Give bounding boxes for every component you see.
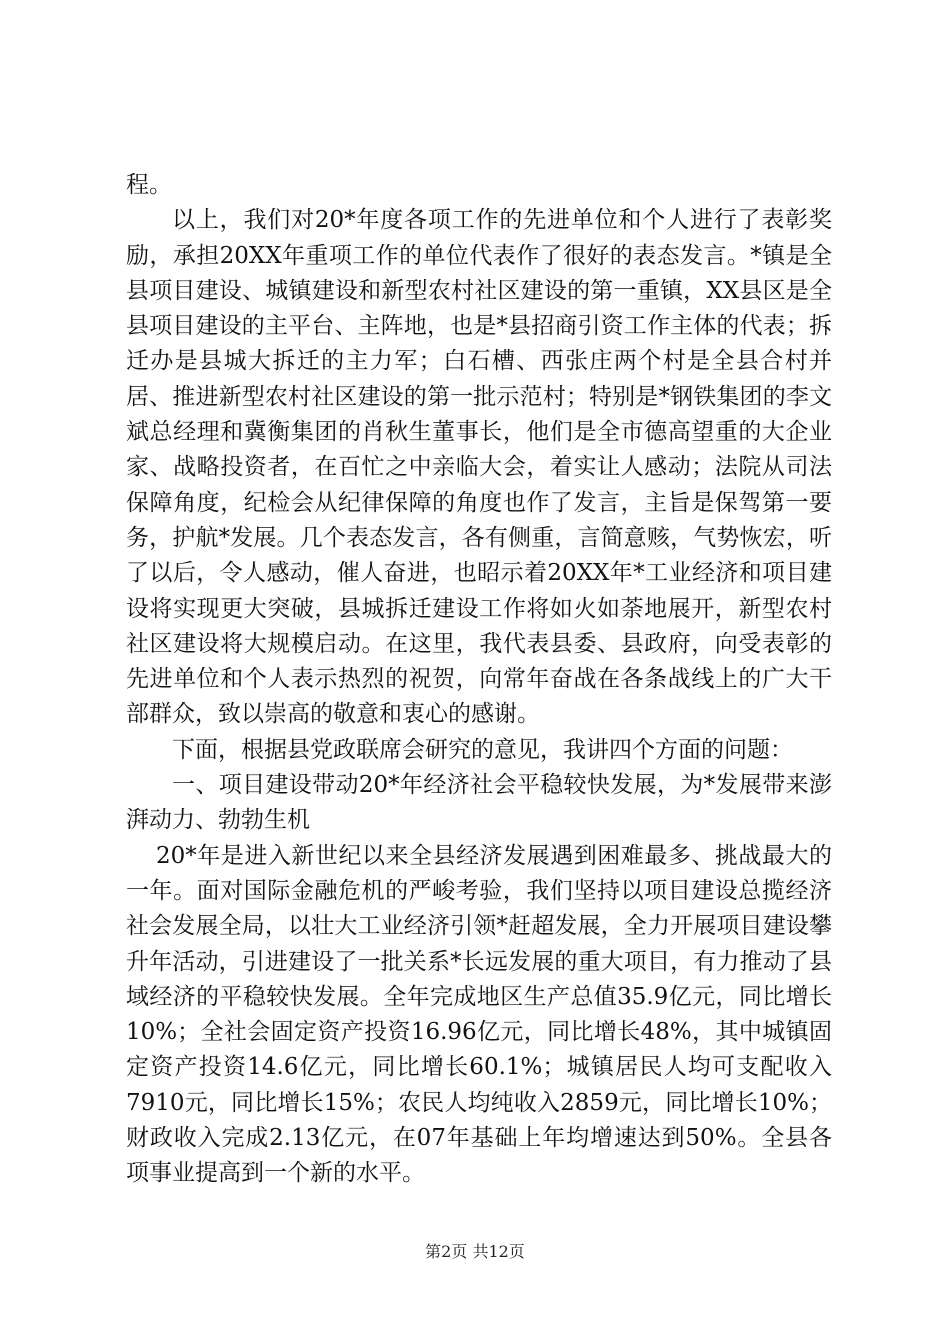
document-body xyxy=(126,168,832,1192)
paragraph-outline: 下面，根据县党政联席会研究的意见，我讲四个方面的问题： xyxy=(172,736,793,763)
paragraph-commendation: 以上，我们对20*年度各项工作的先进单位和个人进行了表彰奖励，承担20XX年重项工作的单位代表作了很好的表态发言。*镇是全县项目建设、城镇建设和新型农村社区建设的第一重镇，XX县区是全县项目建设的主平台、主阵地，也是*县招商引资工作主体的代表；拆迁办是县城大拆迁的主力军；白石槽、西张庄两个村是全县合村并居、推进新型农村社区建设的第一批示范村；特别是*钢铁集团的李文斌总经理和冀衡集团的肖秋生董事长，他们是全市德高望重的大企业家、战略投资者，在百忙之中亲临大会，着实让人感动；法院从司法保障角度，纪检会从纪律保障的角度也作了发言，主旨是保驾第一要务，护航*发展。几个表态发言，各有侧重，言简意赅，气势恢宏，听了以后，令人感动，催人奋进，也昭示着20XX年*工业经济和项目建设将实现更大突破，县城拆迁建设工作将如火如荼地展开，新型农村社区建设将大规模启动。在这里，我代表县委、县政府，向受表彰的先进单位和个人表示热烈的祝贺，向常年奋战在各条战线上的广大干部群众，致以崇高的敬意和衷心的感谢。 xyxy=(126,207,832,728)
paragraph-economy: 20*年是进入新世纪以来全县经济发展遇到困难最多、挑战最大的一年。面对国际金融危机的严峻考验，我们坚持以项目建设总揽经济社会发展全局，以壮大工业经济引领*赶超发展，全力开展项目建设攀升年活动，引进建设了一批关系*长远发展的重大项目，有力推动了县域经济的平稳较快发展。全年完成地区生产总值35.9亿元，同比增长10%；全社会固定资产投资16.96亿元，同比增长48%，其中城镇固定资产投资14.6亿元，同比增长60.1%；城镇居民人均可支配收入7910元，同比增长15%；农民人均纯收入2859元，同比增长10%；财政收入完成2.13亿元，在07年基础上年均增速达到50%。全县各项事业提高到一个新的水平。 xyxy=(126,842,832,1187)
section-heading-1: 一、项目建设带动20*年经济社会平稳较快发展，为*发展带来澎湃动力、勃勃生机 xyxy=(126,772,832,834)
paragraph-continuation: 程。 xyxy=(126,172,172,198)
page-footer: 第2页 共12页 xyxy=(425,1242,525,1261)
